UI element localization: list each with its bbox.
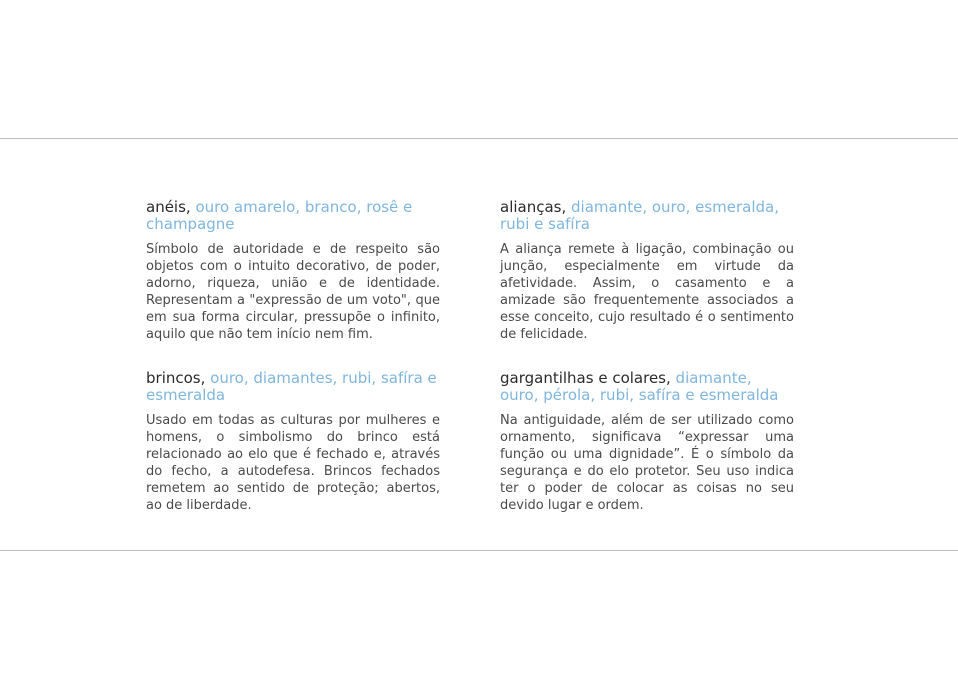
section-heading (500, 199, 794, 233)
section-title: brincos, (146, 369, 206, 387)
section-aliancas (500, 199, 794, 343)
section-text: Usado em todas as culturas por mulheres e homens, o simbolismo do brinco está relacionado ao elo que é fechado e, através do fecho, a autodefesa. Brincos fechados remetem ao sentido de proteção; abertos, ao de liberdade. (146, 413, 440, 513)
section-materials: diamante, ouro, esmeralda, rubi e safíra (500, 198, 779, 233)
section-heading (500, 370, 794, 404)
bottom-divider (0, 550, 958, 551)
section-aneis (146, 199, 440, 343)
section-title: anéis, (146, 198, 191, 216)
section-materials: ouro, diamantes, rubi, safíra e esmeralda (146, 369, 437, 404)
section-gargantilhas (500, 370, 794, 514)
section-title: gargantilhas e colares, (500, 369, 671, 387)
section-materials: diamante, ouro, pérola, rubi, safíra e esmeralda (500, 369, 779, 404)
section-materials: ouro amarelo, branco, rosê e champagne (146, 198, 413, 233)
section-text: A aliança remete à ligação, combinação ou junção, especialmente em virtude da afetividade. Assim, o casamento e a amizade são frequentemente associados a esse conceito, cujo resultado é o sentimento de felicidade. (500, 242, 794, 342)
section-text: Símbolo de autoridade e de respeito são objetos com o intuito decorativo, de poder, adorno, riqueza, união e de identidade. Representam a "expressão de um voto", que em sua forma circular, pressupõe o infinito, aquilo que não tem início nem fim. (146, 242, 440, 342)
section-heading (146, 370, 440, 404)
top-divider (0, 138, 958, 139)
section-title: alianças, (500, 198, 567, 216)
section-brincos (146, 370, 440, 514)
section-heading (146, 199, 440, 233)
section-text: Na antiguidade, além de ser utilizado como ornamento, significava “expressar uma função ou uma dignidade”. É o símbolo da segurança e do elo protetor. Seu uso indica ter o poder de colocar as coisas no seu devido lugar e ordem. (500, 413, 794, 513)
